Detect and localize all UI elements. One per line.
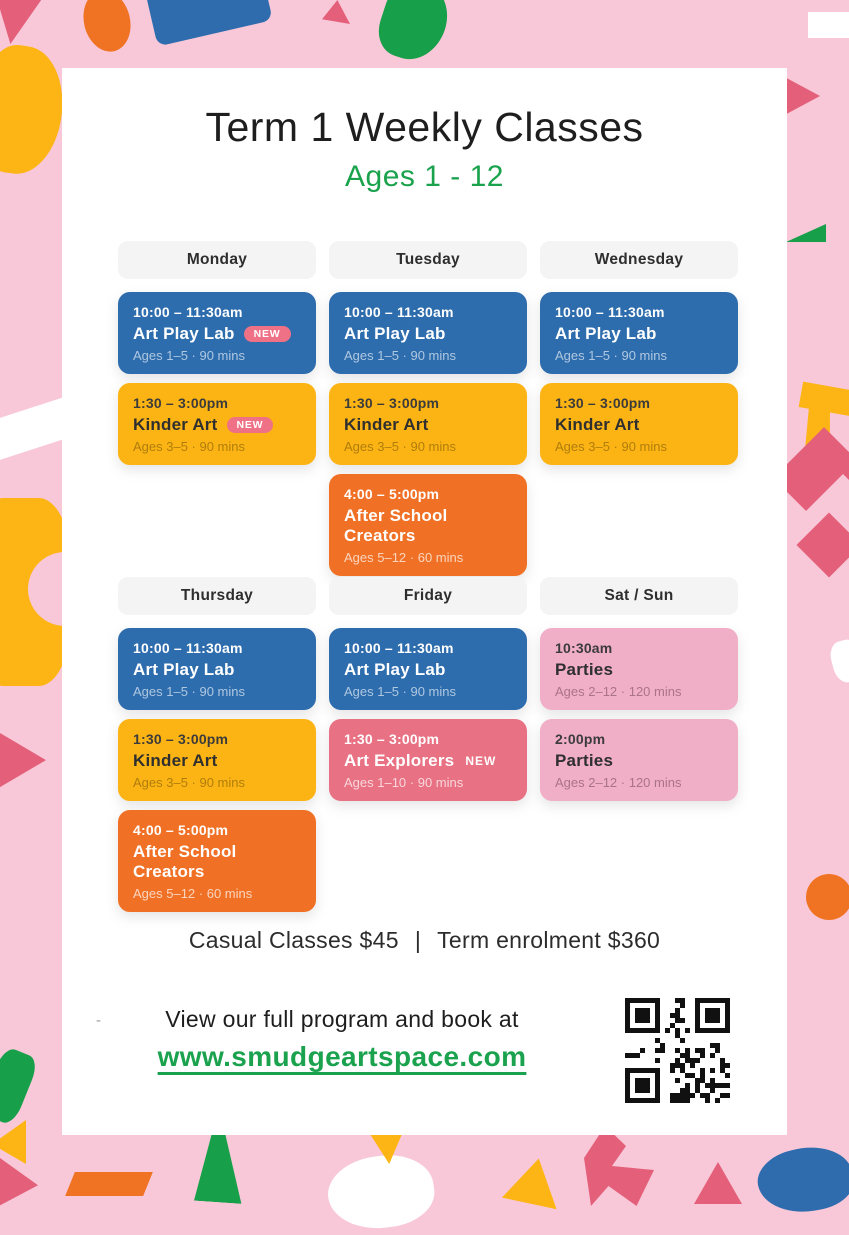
website-link[interactable]: www.smudgeartspace.com [157,1041,527,1072]
day-column-wednesday [540,241,738,465]
pricing-line [62,927,787,954]
class-time: 10:00 – 11:30am [133,304,243,320]
class-title: Parties [555,660,614,679]
class-card [540,628,738,710]
class-title: Art Play Lab [344,660,446,679]
class-card [540,383,738,465]
day-header: Monday [118,241,316,279]
class-details: Ages 1–5 · 90 mins [133,348,246,363]
schedule-row-1 [118,241,738,576]
confetti-shape [0,1120,26,1164]
confetti-shape [0,41,71,179]
confetti-shape [65,1172,153,1196]
page-subtitle: Ages 1 - 12 [345,160,504,193]
day-header: Friday [329,577,527,615]
class-card [329,383,527,465]
class-card [329,719,527,801]
new-label: NEW [465,754,497,768]
class-time: 1:30 – 3:00pm [344,731,440,747]
confetti-shape [0,1046,40,1127]
class-details: Ages 1–5 · 90 mins [555,348,668,363]
pricing-casual: Casual Classes $45 [188,927,399,953]
class-time: 4:00 – 5:00pm [133,822,229,838]
class-details: Ages 1–10 · 90 mins [344,775,464,790]
day-header: Thursday [118,577,316,615]
class-details: Ages 3–5 · 90 mins [133,775,246,790]
day-column-monday [118,241,316,465]
class-time: 1:30 – 3:00pm [555,395,651,411]
class-title: Art Explorers [344,751,455,770]
class-time: 10:00 – 11:30am [344,304,454,320]
class-time: 1:30 – 3:00pm [344,395,440,411]
class-time: 10:00 – 11:30am [555,304,665,320]
day-header: Wednesday [540,241,738,279]
confetti-shape [502,1153,566,1210]
poster-card [62,68,787,1135]
class-details: Ages 1–5 · 90 mins [133,684,246,699]
class-title: Kinder Art [133,751,218,770]
class-details: Ages 2–12 · 120 mins [555,684,682,699]
new-badge: NEW [227,417,274,434]
day-column-weekend [540,577,738,801]
cta-text: View our full program and book at [165,1006,519,1032]
class-time: 1:30 – 3:00pm [133,731,229,747]
footer-cta-block [102,1006,582,1073]
confetti-shape [372,0,457,68]
class-title: Art Play Lab [344,324,446,343]
class-title: After School Creators [133,842,237,881]
class-time: 10:00 – 11:30am [344,640,454,656]
class-details: Ages 1–5 · 90 mins [344,684,457,699]
qr-code [625,998,730,1103]
class-card [118,628,316,710]
confetti-shape [0,726,46,788]
class-card [329,628,527,710]
class-title: Art Play Lab [555,324,657,343]
confetti-shape [752,1139,849,1221]
class-time: 10:30am [555,640,613,656]
pricing-separator: | [414,927,422,953]
confetti-shape [145,0,273,47]
confetti-shape [827,637,849,685]
confetti-shape [322,0,350,32]
new-badge: NEW [244,326,291,343]
class-time: 10:00 – 11:30am [133,640,243,656]
day-column-tuesday [329,241,527,576]
day-column-friday [329,577,527,801]
class-title: Art Play Lab [133,660,235,679]
class-details: Ages 5–12 · 60 mins [344,550,464,565]
class-title: Kinder Art [555,415,640,434]
class-time: 4:00 – 5:00pm [344,486,440,502]
class-title: After School Creators [344,506,448,545]
confetti-shape [184,1128,247,1204]
class-card [329,292,527,374]
class-time: 1:30 – 3:00pm [133,395,229,411]
schedule-row-2 [118,577,738,912]
class-title: Art Play Lab [133,324,235,343]
class-title: Parties [555,751,614,770]
confetti-shape [0,0,44,44]
class-details: Ages 5–12 · 60 mins [133,886,253,901]
class-time: 2:00pm [555,731,606,747]
class-card [540,719,738,801]
confetti-shape [584,1126,654,1206]
confetti-shape [808,12,849,38]
confetti-shape [324,1149,439,1235]
pricing-term: Term enrolment $360 [437,927,661,953]
class-card [329,474,527,576]
class-details: Ages 1–5 · 90 mins [344,348,457,363]
class-card [118,719,316,801]
class-details: Ages 3–5 · 90 mins [344,439,457,454]
day-column-thursday [118,577,316,912]
class-card [118,810,316,912]
day-header: Tuesday [329,241,527,279]
stray-mark: - [96,1012,101,1029]
class-card [540,292,738,374]
class-title: Kinder Art [133,415,218,434]
class-details: Ages 3–5 · 90 mins [133,439,246,454]
class-card [118,383,316,465]
confetti-shape [806,874,849,920]
confetti-shape [77,0,137,57]
class-details: Ages 2–12 · 120 mins [555,775,682,790]
class-details: Ages 3–5 · 90 mins [555,439,668,454]
class-title: Kinder Art [344,415,429,434]
day-header: Sat / Sun [540,577,738,615]
page-title: Term 1 Weekly Classes [205,104,644,150]
class-card [118,292,316,374]
confetti-shape [694,1162,742,1204]
confetti-shape [786,224,826,242]
